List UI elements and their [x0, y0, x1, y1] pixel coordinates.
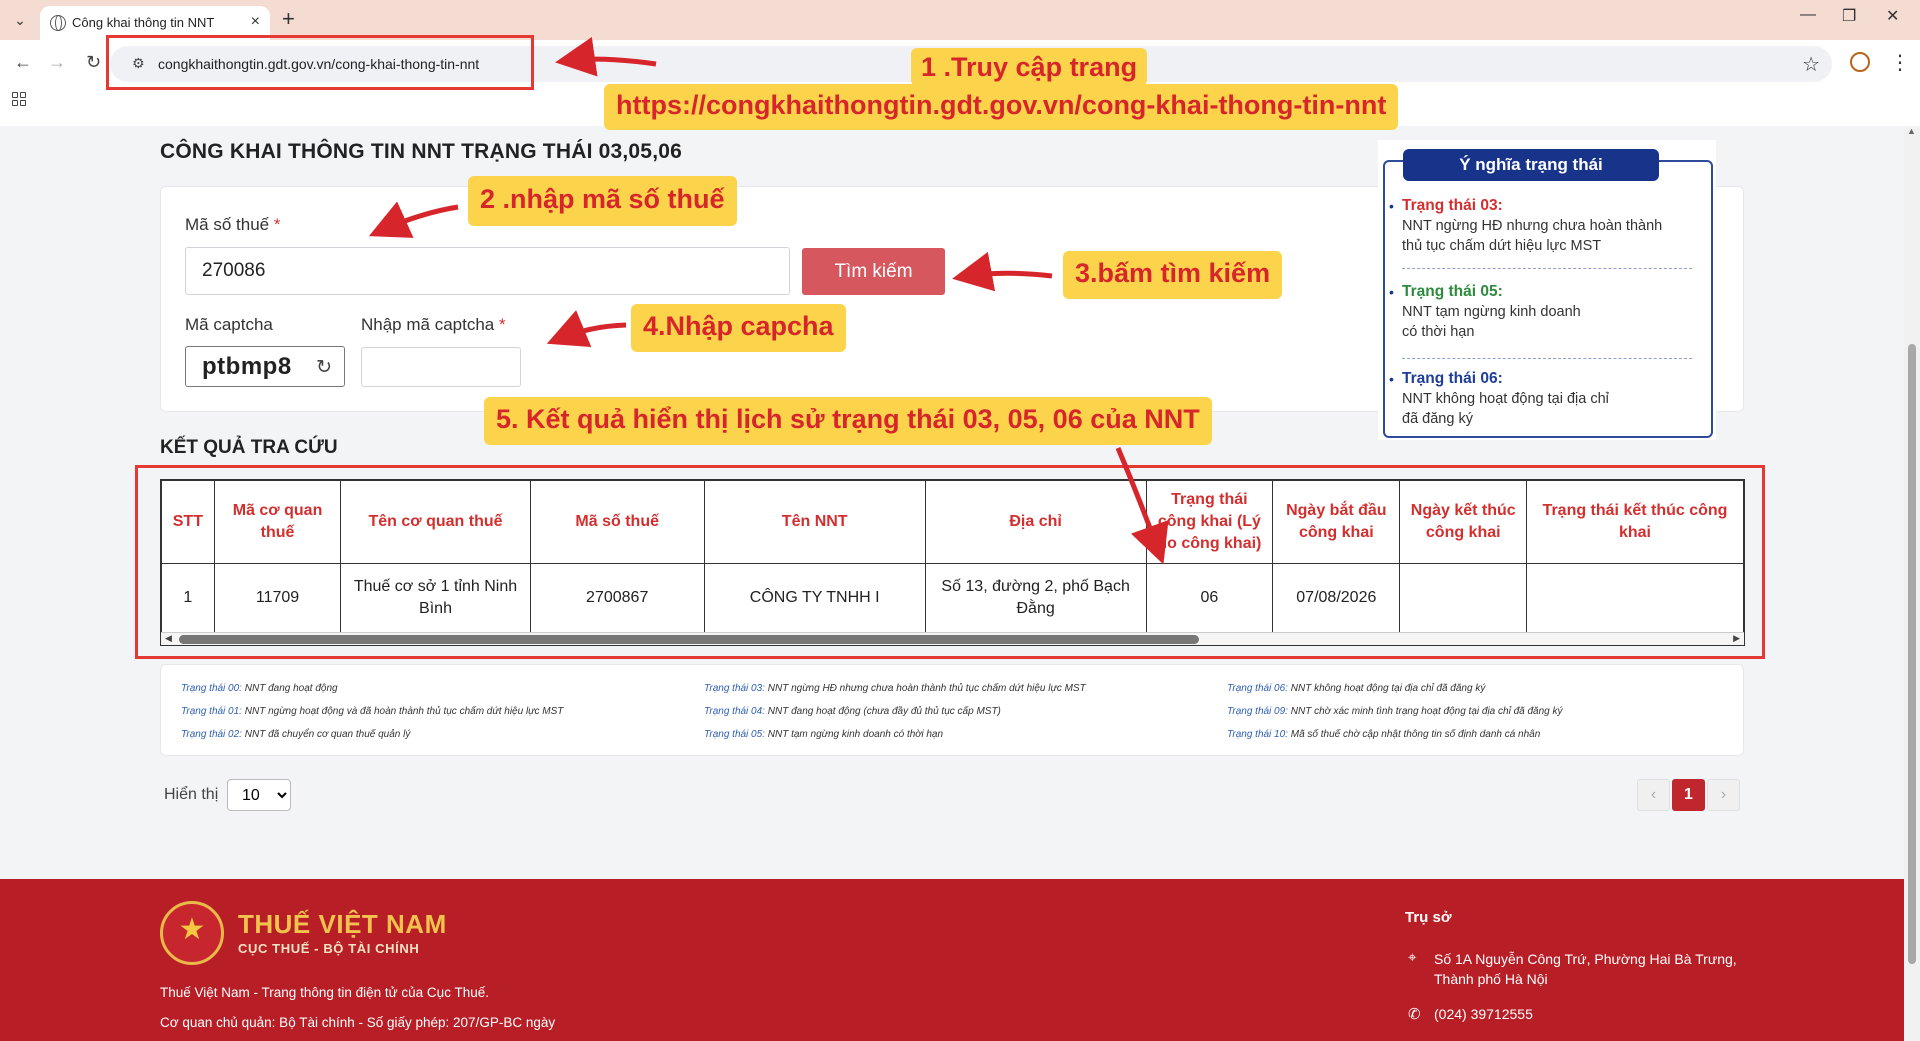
tab-close-icon[interactable]: ×: [250, 13, 260, 30]
column-header: Địa chỉ: [925, 481, 1146, 564]
captcha-code: ptbmp8: [202, 353, 292, 380]
profile-icon[interactable]: [1850, 52, 1870, 72]
scrollbar-thumb[interactable]: [1908, 344, 1916, 964]
table-cell: 1: [162, 564, 215, 633]
captcha-label: Mã captcha: [185, 315, 273, 334]
column-header: Tên NNT: [704, 481, 925, 564]
legend-item: Trạng thái 04: NNT đang hoạt động (chưa đầy đủ thủ tục cấp MST): [704, 706, 1001, 717]
location-pin-icon: ⌖: [1408, 949, 1417, 966]
page-size-select[interactable]: [227, 779, 291, 811]
table-cell: Thuế cơ sở 1 tỉnh Ninh Bình: [341, 564, 530, 633]
menu-kebab-icon[interactable]: ⋮: [1890, 52, 1910, 74]
page-size-label: Hiển thị: [164, 786, 219, 803]
table-cell: 2700867: [530, 564, 704, 633]
status-item-label: Trạng thái 05:: [1402, 283, 1503, 300]
url-highlight-box: [106, 35, 534, 90]
status-item-desc: thủ tục chấm dứt hiệu lực MST: [1402, 238, 1602, 254]
status-item-label: Trạng thái 06:: [1402, 370, 1503, 387]
annotation-step-1: 1 .Truy cập trang: [911, 48, 1147, 86]
window-close-icon[interactable]: ✕: [1886, 8, 1900, 25]
annotation-step-4: 4.Nhập capcha: [631, 304, 846, 352]
captcha-refresh-icon[interactable]: ↻: [316, 357, 332, 378]
bullet-icon: •: [1389, 198, 1394, 214]
globe-icon: [50, 15, 66, 31]
bullet-icon: •: [1389, 371, 1394, 387]
status-item-desc: có thời hạn: [1402, 324, 1475, 340]
legend-item: Trạng thái 09: NNT chờ xác minh tình trạng hoạt động tại địa chỉ đã đăng ký: [1227, 706, 1563, 717]
footer-brand-sub: CỤC THUẾ - BỘ TÀI CHÍNH: [238, 941, 420, 956]
minimize-icon[interactable]: —: [1800, 6, 1816, 23]
back-icon[interactable]: ←: [14, 52, 32, 72]
tab-title: Công khai thông tin NNT: [72, 15, 215, 30]
tax-emblem-logo: ★: [160, 901, 224, 965]
legend-item: Trạng thái 06: NNT không hoạt động tại địa chỉ đã đăng ký: [1227, 683, 1486, 694]
annotation-step-2: 2 .nhập mã số thuế: [468, 176, 737, 226]
column-header: Trạng thái công khai (Lý do công khai): [1146, 481, 1273, 564]
url-text[interactable]: congkhaithongtin.gdt.gov.vn/cong-khai-thong-tin-nnt: [158, 56, 480, 72]
column-header: Tên cơ quan thuế: [341, 481, 530, 564]
table-cell: 11709: [214, 564, 341, 633]
apps-grid-icon[interactable]: [12, 92, 28, 108]
search-button[interactable]: Tìm kiếm: [802, 248, 945, 295]
table-cell: 07/08/2026: [1273, 564, 1400, 633]
captcha-input[interactable]: [361, 347, 521, 387]
page-scrollbar[interactable]: [1904, 126, 1920, 1041]
legend-item: Trạng thái 02: NNT đã chuyển cơ quan thuế quản lý: [181, 729, 411, 740]
status-item-label: Trạng thái 03:: [1402, 197, 1503, 214]
status-item-05: [1389, 282, 1692, 342]
legend-item: Trạng thái 01: NNT ngừng hoạt động và đã hoàn thành thủ tục chấm dứt hiệu lực MST: [181, 706, 564, 717]
footer-brand: THUẾ VIỆT NAM: [238, 909, 447, 939]
status-panel-heading: Ý nghĩa trạng thái: [1403, 149, 1659, 181]
page-title: CÔNG KHAI THÔNG TIN NNT TRẠNG THÁI 03,05,06: [160, 140, 682, 163]
tab-search-icon[interactable]: ⌄: [14, 12, 26, 28]
captcha-input-label: [361, 315, 506, 335]
legend-item: Trạng thái 05: NNT tạm ngừng kinh doanh có thời hạn: [704, 729, 944, 740]
column-header: Ngày bắt đầu công khai: [1273, 481, 1400, 564]
status-item-06: [1389, 369, 1692, 429]
status-item-desc: NNT không hoạt động tại địa chỉ: [1402, 391, 1609, 407]
status-divider: [1402, 358, 1692, 359]
tax-code-label: [185, 215, 280, 235]
scroll-up-icon[interactable]: ▲: [1907, 126, 1916, 136]
required-mark: *: [498, 315, 506, 334]
status-item-desc: NNT tạm ngừng kinh doanh: [1402, 304, 1581, 320]
column-header: Mã cơ quan thuế: [214, 481, 341, 564]
footer-phone: (024) 39712555: [1434, 1006, 1533, 1022]
table-cell: 06: [1146, 564, 1273, 633]
site-footer: [0, 879, 1904, 1041]
bookmark-star-icon[interactable]: ☆: [1802, 54, 1820, 76]
annotation-step-5: 5. Kết quả hiển thị lịch sử trạng thái 03, 05, 06 của NNT: [484, 397, 1212, 445]
required-mark: *: [273, 215, 281, 234]
legend-item: Trạng thái 00: NNT đang hoạt động: [181, 683, 338, 694]
footer-address: Số 1A Nguyễn Công Trứ, Phường Hai Bà Trưng, Thành phố Hà Nội: [1434, 951, 1737, 987]
table-cell: Số 13, đường 2, phố Bạch Đằng: [925, 564, 1146, 633]
page-1-button[interactable]: 1: [1672, 779, 1705, 811]
footer-line: Cơ quan chủ quản: Bộ Tài chính - Số giấy phép: 207/GP-BC ngày: [160, 1015, 556, 1030]
prev-page-button[interactable]: ‹: [1637, 779, 1670, 811]
scroll-left-icon[interactable]: ◀: [165, 633, 172, 643]
status-legend: [160, 664, 1744, 756]
new-tab-button[interactable]: +: [282, 6, 295, 31]
phone-icon: ✆: [1408, 1006, 1421, 1023]
next-page-button[interactable]: ›: [1707, 779, 1740, 811]
bullet-icon: •: [1389, 284, 1394, 300]
site-settings-icon[interactable]: ⚙: [132, 55, 145, 71]
tax-code-label-text: Mã số thuế: [185, 215, 270, 234]
status-divider: [1402, 268, 1692, 269]
footer-line: Thuế Việt Nam - Trang thông tin điện tử của Cục Thuế.: [160, 985, 489, 1000]
status-meaning-panel: [1378, 140, 1716, 440]
results-title: KẾT QUẢ TRA CỨU: [160, 437, 338, 458]
legend-item: Trạng thái 10: Mã số thuế chờ cập nhật thông tin số định danh cá nhân: [1227, 729, 1541, 740]
status-item-desc: đã đăng ký: [1402, 411, 1473, 427]
annotation-step-3: 3.bấm tìm kiếm: [1063, 251, 1282, 299]
results-highlight-box: [135, 465, 1765, 659]
captcha-input-label-text: Nhập mã captcha: [361, 315, 495, 334]
status-item-03: [1389, 196, 1692, 256]
forward-icon[interactable]: →: [48, 52, 66, 72]
legend-item: Trạng thái 03: NNT ngừng HĐ nhưng chưa hoàn thành thủ tục chấm dứt hiệu lực MST: [704, 683, 1086, 694]
restore-icon[interactable]: ❐: [1842, 8, 1857, 25]
column-header: STT: [162, 481, 215, 564]
column-header: Mã số thuế: [530, 481, 704, 564]
reload-icon[interactable]: ↻: [86, 52, 102, 72]
scroll-right-icon[interactable]: ▶: [1733, 633, 1740, 643]
table-cell: CÔNG TY TNHH I: [704, 564, 925, 633]
captcha-image: [185, 346, 345, 387]
footer-hq-title: Trụ sở: [1405, 909, 1452, 926]
column-header: Trạng thái kết thúc công khai: [1527, 481, 1744, 564]
status-item-desc: NNT ngừng HĐ nhưng chưa hoàn thành: [1402, 218, 1663, 234]
column-header: Ngày kết thúc công khai: [1400, 481, 1527, 564]
annotation-step-1-url: https://congkhaithongtin.gdt.gov.vn/cong-khai-thong-tin-nnt: [604, 84, 1398, 130]
tax-code-input[interactable]: [185, 247, 790, 295]
tab-strip: [0, 0, 1920, 40]
